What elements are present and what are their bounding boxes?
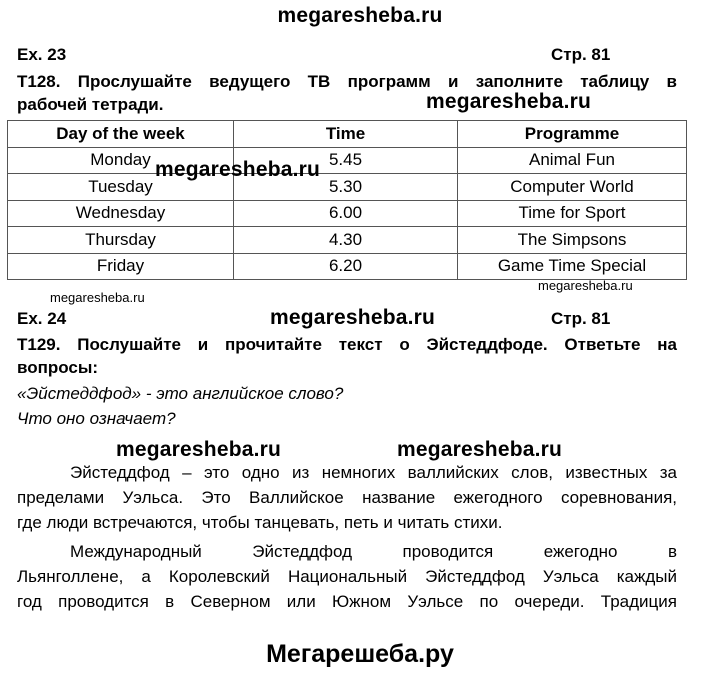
table-row [8, 253, 687, 280]
paragraph-line: Льянголлене, а Королевский Национальный Эйстеддфод Уэльса каждый [17, 567, 677, 586]
schedule-table [7, 120, 687, 280]
watermark-top: megaresheba.ru [277, 4, 443, 27]
table-row [8, 174, 687, 201]
paragraph-line: Международный Эйстеддфод проводится ежегодно в [70, 542, 677, 561]
task-heading-cont: вопросы: [17, 358, 99, 377]
watermark: megaresheba.ru [270, 306, 436, 329]
programme-cell: Animal Fun [458, 147, 687, 174]
question: Что оно означает? [17, 409, 176, 428]
day-cell: Friday [8, 253, 234, 280]
paragraph-line: Эйстеддфод – это одно из немногих валлийских слов, известных за [70, 463, 677, 482]
watermark: megaresheba.ru [116, 438, 282, 461]
programme-cell: Time for Sport [458, 200, 687, 227]
page-number: Стр. 81 [551, 309, 611, 328]
exercise-number: Ex. 23 [17, 45, 67, 64]
paragraph-line: год проводится в Северном или Южном Уэльсе по очереди. Традиция [17, 592, 677, 611]
paragraph-line: где люди встречаются, чтобы танцевать, петь и читать стихи. [17, 513, 503, 532]
watermark: megaresheba.ru [397, 438, 563, 461]
time-cell: 5.45 [234, 147, 458, 174]
table-row [8, 200, 687, 227]
watermark: megaresheba.ru [538, 278, 633, 293]
table-header-row [8, 121, 687, 148]
page-number: Стр. 81 [551, 45, 611, 64]
footer-watermark: Мегарешеба.ру [266, 640, 454, 668]
day-cell: Wednesday [8, 200, 234, 227]
time-cell: 6.20 [234, 253, 458, 280]
programme-cell: Computer World [458, 174, 687, 201]
exercise-number: Ex. 24 [17, 309, 67, 328]
table-row [8, 227, 687, 254]
table-row [8, 147, 687, 174]
programme-cell: The Simpsons [458, 227, 687, 254]
question: «Эйстеддфод» - это английское слово? [17, 384, 344, 403]
task-heading: T129. Послушайте и прочитайте текст о Эйстеддфоде. Ответьте на [17, 335, 677, 354]
column-header-time: Time [234, 121, 458, 148]
task-heading: T128. Прослушайте ведущего ТВ программ и заполните таблицу в [17, 72, 677, 91]
watermark: megaresheba.ru [155, 158, 321, 181]
time-cell: 4.30 [234, 227, 458, 254]
time-cell: 6.00 [234, 200, 458, 227]
column-header-programme: Programme [458, 121, 687, 148]
watermark: megaresheba.ru [50, 290, 145, 305]
task-heading-cont: рабочей тетради. [17, 95, 164, 114]
day-cell: Tuesday [8, 174, 234, 201]
watermark: megaresheba.ru [426, 90, 592, 113]
day-cell: Thursday [8, 227, 234, 254]
time-cell: 5.30 [234, 174, 458, 201]
day-cell: Monday [8, 147, 234, 174]
programme-cell: Game Time Special [458, 253, 687, 280]
column-header-day: Day of the week [8, 121, 234, 148]
paragraph-line: пределами Уэльса. Это Валлийское название ежегодного соревнования, [17, 488, 677, 507]
